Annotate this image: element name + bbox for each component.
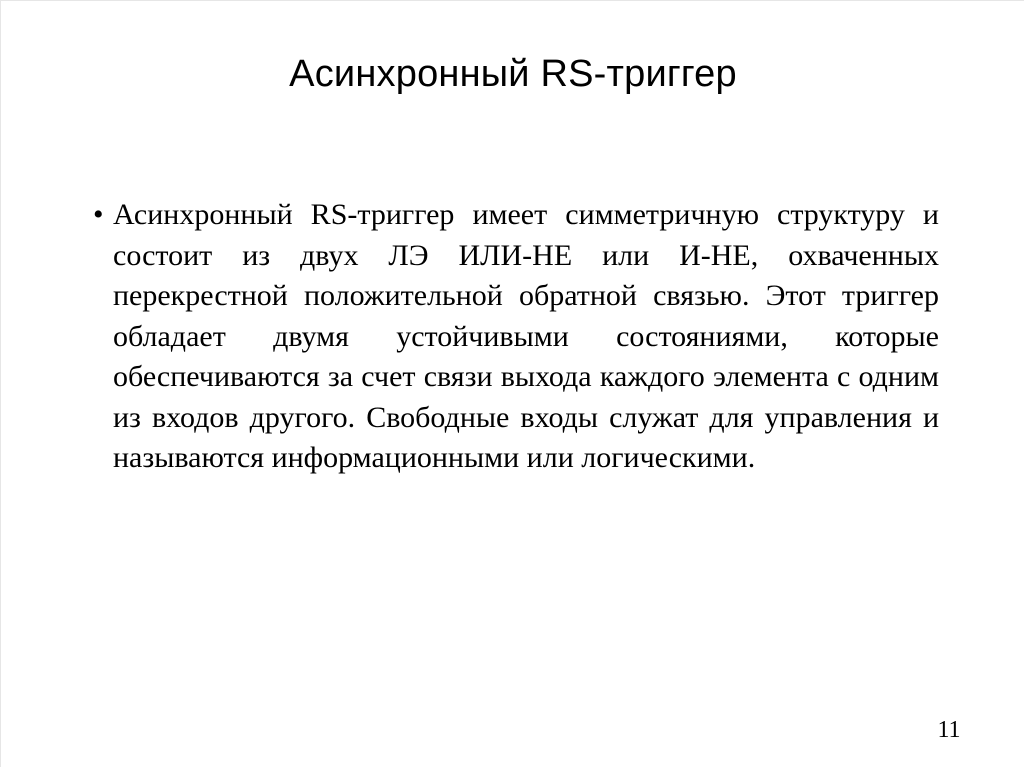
bullet-marker: • <box>93 198 104 231</box>
bullet-text: Асинхронный RS-триггер имеет симметричную структуру и состоит из двух ЛЭ ИЛИ-НЕ или И-НЕ, охваченных перекрестной положительной обратной связью. Этот триггер обладает двумя устойчивыми состояниями, которые обеспечиваются за счет связи выхода каждого элемента с одним из входов другого. Свободные входы служат для управления и называются информационными или логическими. <box>113 198 939 474</box>
page-number: 11 <box>937 717 961 743</box>
slide-title: Асинхронный RS-триггер <box>289 53 737 95</box>
bullet-list <box>87 195 939 479</box>
bullet-item <box>87 195 939 479</box>
